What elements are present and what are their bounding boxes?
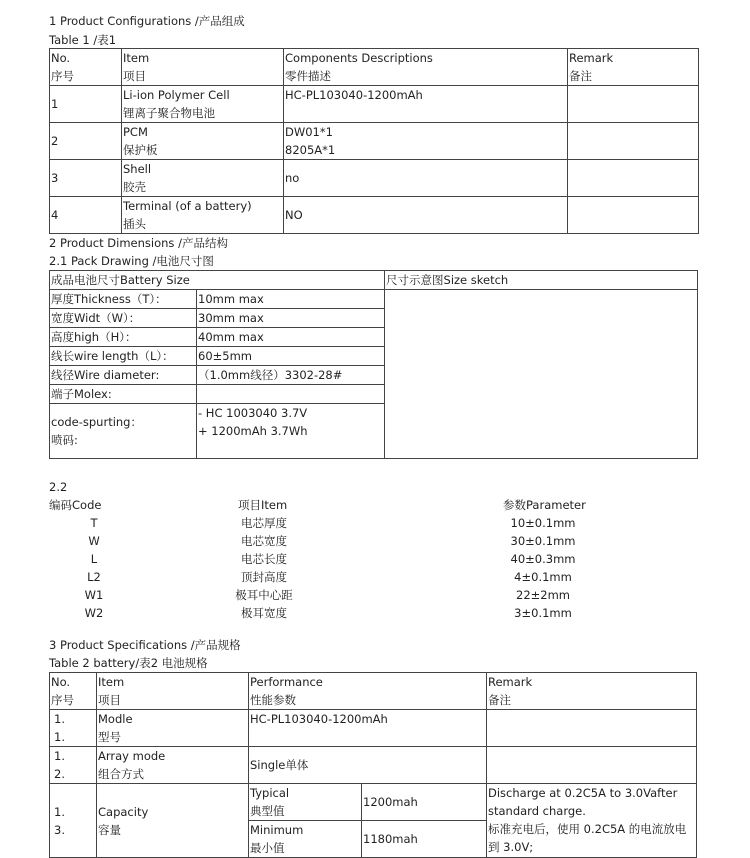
table-header-row [50, 673, 697, 710]
table-row [50, 123, 699, 160]
desc-header-cn: 零件描述 [285, 69, 331, 83]
item-header: Item [98, 675, 125, 689]
parameter-column-header: 参数Parameter [503, 498, 586, 512]
item-header: Item [123, 51, 150, 65]
typical-label: Typical [250, 786, 290, 800]
table-row [50, 710, 697, 747]
table-1-caption: Table 1 /表1 [49, 33, 117, 47]
param-item: 电芯宽度 [241, 534, 287, 548]
code-label: code-spurting： [51, 415, 142, 429]
capacity-remark-3: 标准充电后，使用 0.2C5A 的电流放电 [488, 822, 687, 836]
size-value: 30mm max [197, 309, 385, 328]
size-label: 宽度Widt（W）： [50, 309, 197, 328]
param-code: W1 [84, 588, 104, 602]
section-1-heading: 1 Product Configurations /产品组成 [49, 14, 245, 28]
code-line-1: - HC 1003040 3.7V [198, 406, 308, 420]
param-item: 极耳宽度 [241, 606, 287, 620]
configurations-table [49, 48, 699, 234]
remark-cell [487, 710, 697, 747]
performance-value: Single单体 [249, 747, 487, 784]
param-code: W2 [84, 606, 104, 620]
specifications-table [49, 672, 697, 858]
item-name-cn: 组合方式 [98, 767, 144, 781]
item-column-header: 项目Item [238, 498, 288, 512]
param-value: 4±0.1mm [514, 570, 572, 584]
capacity-remark-1: Discharge at 0.2C5A to 3.0Vafter [488, 786, 678, 800]
param-item: 电芯厚度 [241, 516, 287, 530]
row-no: 2 [50, 123, 122, 160]
table-row [50, 86, 699, 123]
row-no-2: 1. [54, 730, 65, 744]
item-name-cn: 保护板 [123, 143, 158, 157]
minimum-label: Minimum [250, 823, 304, 837]
param-code: L2 [87, 570, 101, 584]
performance-header: Performance [250, 675, 323, 689]
table-row [50, 747, 697, 784]
item-name-cn: 型号 [98, 730, 121, 744]
section-2-2-heading: 2.2 [49, 480, 68, 494]
row-no-2: 2. [54, 767, 65, 781]
size-sketch-header: 尺寸示意图Size sketch [385, 271, 698, 290]
size-label: 线长wire length（L）： [50, 347, 197, 366]
param-value: 10±0.1mm [510, 516, 576, 530]
item-name: Array mode [98, 749, 166, 763]
no-header: No. [51, 51, 71, 65]
item-header-cn: 项目 [98, 693, 121, 707]
remark-header-cn: 备注 [569, 69, 592, 83]
param-item: 极耳中心距 [235, 588, 293, 602]
component-desc: NO [284, 197, 568, 234]
param-code: L [90, 552, 98, 566]
item-name: Modle [98, 712, 133, 726]
item-header-cn: 项目 [123, 69, 146, 83]
item-name: Li-ion Polymer Cell [123, 88, 230, 102]
item-name-cn: 容量 [98, 822, 121, 837]
table-2-caption: Table 2 battery/表2 电池规格 [49, 656, 208, 670]
minimum-label-cn: 最小值 [250, 841, 285, 855]
size-value [197, 385, 385, 404]
param-code: W [88, 534, 100, 548]
section-3-heading: 3 Product Specifications /产品规格 [49, 638, 241, 652]
size-value: （1.0mm线径）3302-28# [197, 366, 385, 385]
size-value: 60±5mm [197, 347, 385, 366]
row-no: 4 [50, 197, 122, 234]
table-header-row [50, 49, 699, 86]
remark-cell [487, 747, 697, 784]
no-header: No. [51, 675, 71, 689]
table-row [50, 290, 698, 309]
item-name-cn: 插头 [123, 217, 146, 231]
item-name: PCM [123, 125, 148, 139]
remark-cell [568, 123, 699, 160]
remark-header-cn: 备注 [488, 693, 511, 707]
battery-size-table [49, 270, 698, 459]
size-value: 40mm max [197, 328, 385, 347]
remark-header: Remark [488, 675, 533, 689]
table-row [50, 197, 699, 234]
remark-header: Remark [569, 51, 614, 65]
typical-value: 1200mah [362, 784, 487, 821]
no-header-cn: 序号 [51, 693, 74, 707]
code-label-cn: 喷码: [51, 433, 78, 447]
component-desc: DW01*1 [285, 125, 333, 139]
table-row [50, 160, 699, 197]
no-header-cn: 序号 [51, 69, 74, 83]
component-desc-2: 8205A*1 [285, 143, 336, 157]
param-value: 22±2mm [516, 588, 570, 602]
typical-label-cn: 典型值 [250, 804, 285, 818]
performance-header-cn: 性能参数 [250, 693, 296, 707]
table-row [50, 784, 697, 821]
param-code: T [90, 516, 98, 530]
minimum-value: 1180mah [362, 821, 487, 858]
param-value: 40±0.3mm [510, 552, 576, 566]
row-no: 1 [50, 86, 122, 123]
desc-header: Components Descriptions [285, 51, 433, 65]
item-name-cn: 锂离子聚合物电池 [123, 106, 215, 120]
size-label: 厚度Thickness（T）： [50, 290, 197, 309]
item-name: Terminal (of a battery) [123, 199, 252, 213]
item-name: Capacity [98, 804, 149, 819]
row-no-1: 1. [54, 749, 65, 763]
capacity-remark-4: 到 3.0V; [488, 840, 534, 854]
remark-cell [568, 160, 699, 197]
row-no-2: 3. [54, 822, 65, 837]
remark-cell [568, 86, 699, 123]
code-line-2: + 1200mAh 3.7Wh [198, 424, 308, 438]
size-label: 高度high（H）： [50, 328, 197, 347]
param-item: 电芯长度 [241, 552, 287, 566]
item-name-cn: 胶壳 [123, 180, 146, 194]
code-column-header: 编码Code [49, 498, 102, 512]
row-no-1: 1. [54, 712, 65, 726]
size-sketch-area [385, 290, 698, 459]
section-2-heading: 2 Product Dimensions /产品结构 [49, 236, 228, 250]
size-label: 端子Molex: [50, 385, 197, 404]
row-no: 3 [50, 160, 122, 197]
row-no-1: 1. [54, 804, 65, 819]
capacity-remark-2: standard charge. [488, 804, 586, 818]
param-value: 3±0.1mm [514, 606, 572, 620]
param-item: 顶封高度 [241, 570, 287, 584]
size-label: 线径Wire diameter: [50, 366, 197, 385]
item-name: Shell [123, 162, 152, 176]
component-desc: HC-PL103040-1200mAh [285, 88, 423, 102]
component-desc: no [284, 160, 568, 197]
battery-size-header: 成品电池尺寸Battery Size [50, 271, 385, 290]
size-value: 10mm max [197, 290, 385, 309]
performance-value: HC-PL103040-1200mAh [249, 710, 487, 747]
remark-cell [568, 197, 699, 234]
section-2-1-heading: 2.1 Pack Drawing /电池尺寸图 [49, 254, 214, 268]
param-value: 30±0.1mm [510, 534, 576, 548]
